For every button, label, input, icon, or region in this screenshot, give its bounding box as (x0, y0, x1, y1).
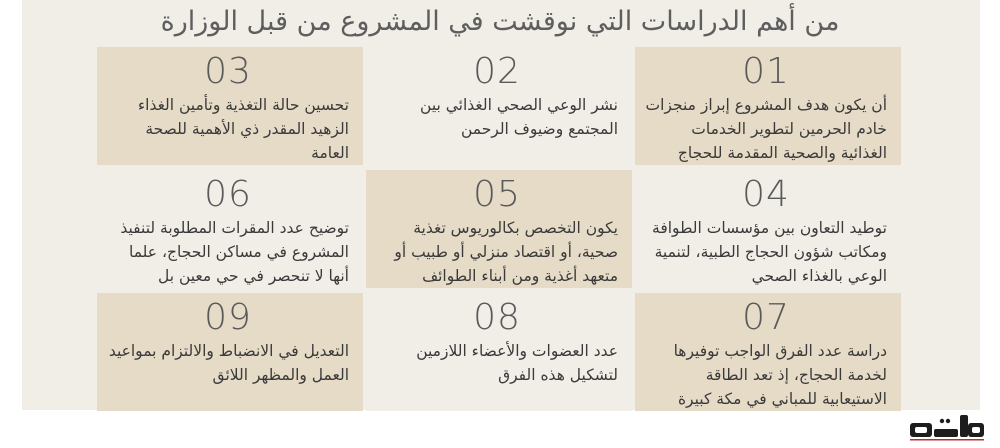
study-number: 01 (742, 51, 790, 92)
study-text: التعديل في الانضباط والالتزام بمواعيد العمل والمظهر اللائق (108, 342, 349, 384)
study-card-09 (97, 293, 363, 411)
study-text: توضيح عدد المقرات المطلوبة لتنفيذ المشروع في مساكن الحجاج، علما أنها لا تنحصر في حي معين بل (120, 219, 349, 285)
study-number: 05 (473, 174, 521, 215)
study-text: توطيد التعاون بين مؤسسات الطوافة ومكاتب شؤون الحجاج الطبية، لتنمية الوعي بالغذاء الصحي (652, 219, 887, 285)
study-number: 08 (473, 297, 521, 338)
study-card-08 (366, 293, 632, 411)
study-card-02 (366, 47, 632, 165)
study-number: 09 (204, 297, 252, 338)
study-card-01 (635, 47, 901, 165)
study-text: عدد العضوات والأعضاء اللازمين لتشكيل هذه الفرق (416, 342, 618, 384)
study-card-05 (366, 170, 632, 288)
infographic-title: من أهم الدراسات التي نوقشت في المشروع من قبل الوزارة (160, 6, 840, 37)
study-number: 06 (204, 174, 252, 215)
study-text: يكون التخصص بكالوريوس تغذية صحية، أو اقتصاد منزلي أو طبيب أو متعهد أغذية ومن أبناء الطوائف (394, 219, 618, 285)
study-text: تحسين حالة التغذية وتأمين الغذاء الزهيد المقدر ذي الأهمية للصحة العامة (137, 96, 349, 162)
studies-grid (97, 47, 901, 411)
study-text: نشر الوعي الصحي الغذائي بين المجتمع وضيوف الرحمن (420, 96, 618, 138)
study-card-07 (635, 293, 901, 411)
study-number: 02 (473, 51, 521, 92)
study-card-04 (635, 170, 901, 288)
study-number: 04 (742, 174, 790, 215)
study-card-03 (97, 47, 363, 165)
study-card-06 (97, 170, 363, 288)
study-text: أن يكون هدف المشروع إبراز منجزات خادم الحرمين لتطوير الخدمات الغذائية والصحية المقدمة للحجاج (645, 96, 887, 162)
study-number: 07 (742, 297, 790, 338)
makkah-logo (908, 405, 986, 445)
study-number: 03 (204, 51, 252, 92)
study-text: دراسة عدد الفرق الواجب توفيرها لخدمة الحجاج، إذ تعد الطاقة الاستيعابية للمباني في مكة كبيرة (673, 342, 887, 408)
